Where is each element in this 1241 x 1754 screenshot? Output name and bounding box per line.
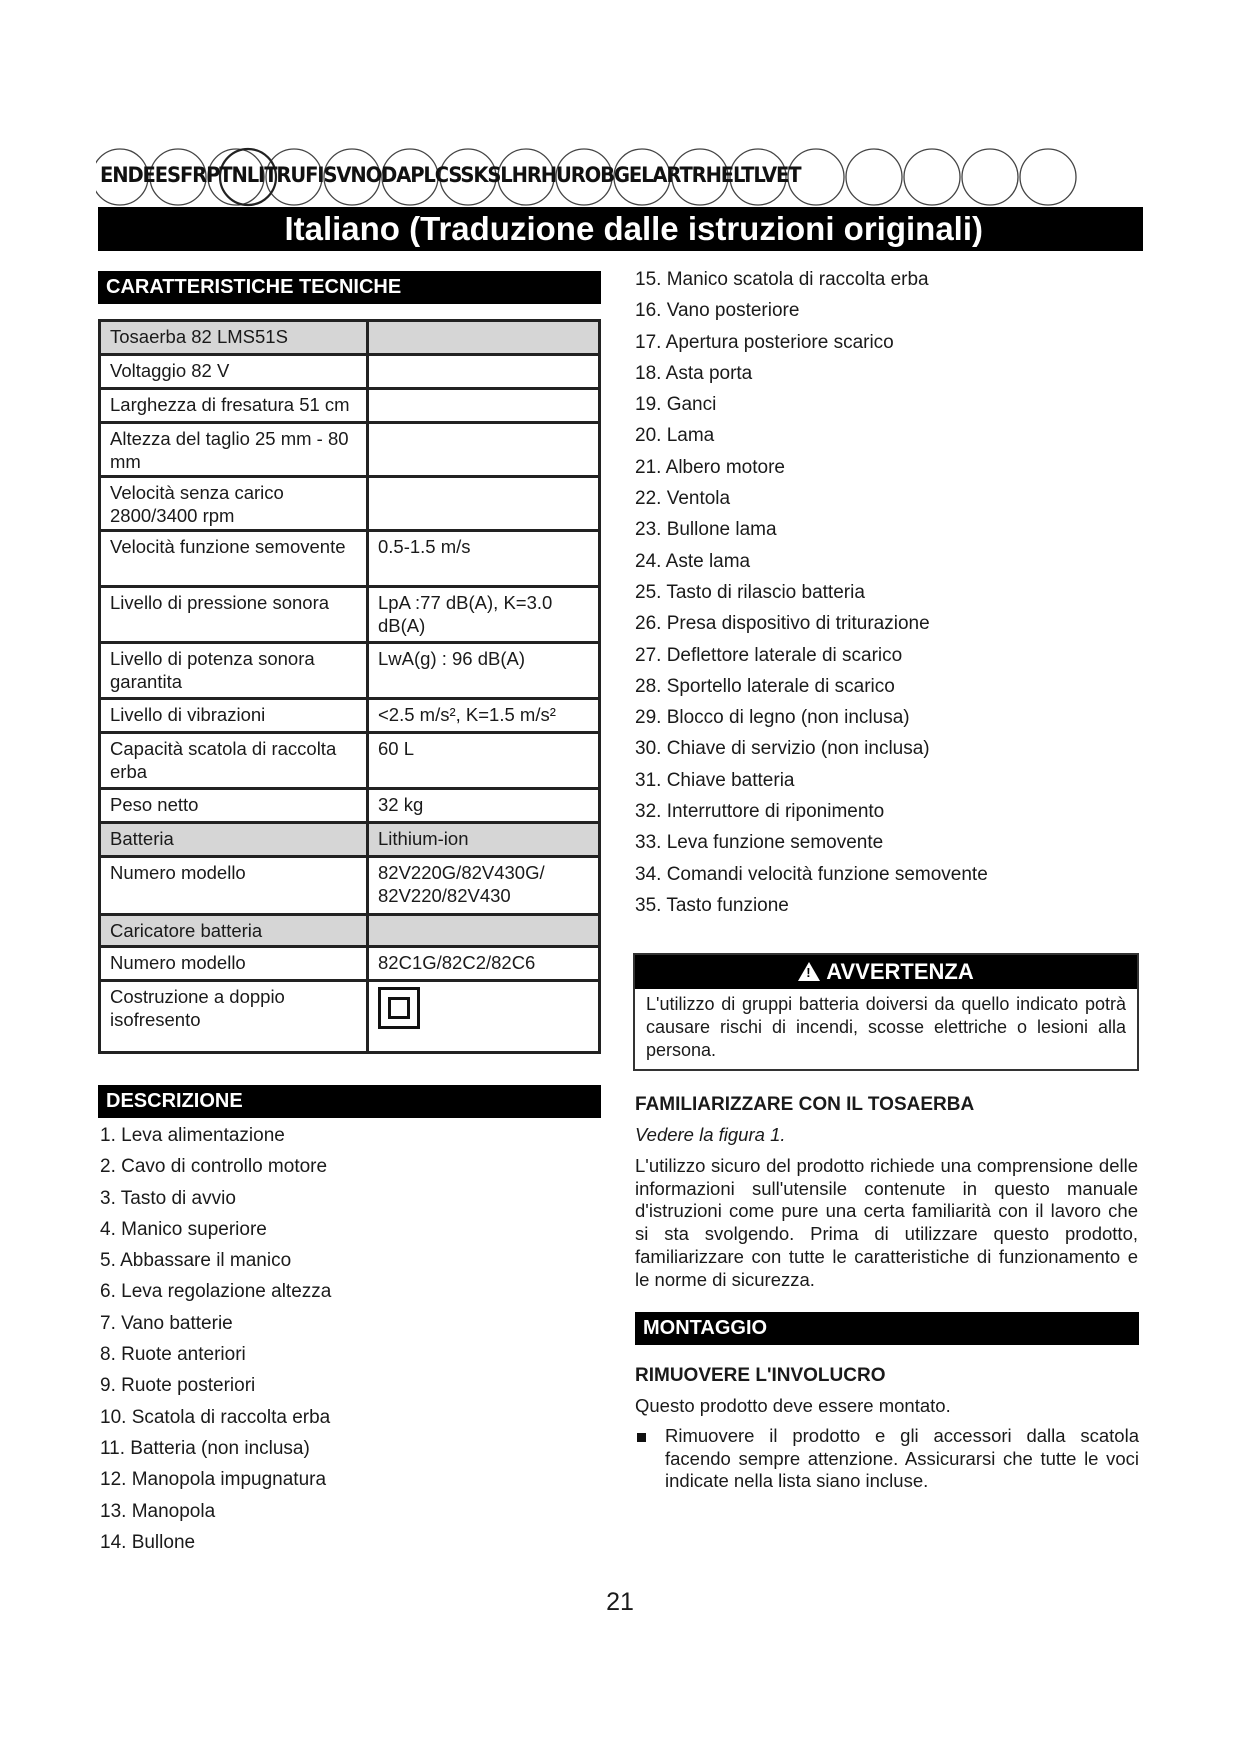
warning-text: L'utilizzo di gruppi batteria doiversi da quello indicato potrà causare rischi di incendi, scosse elettriche o lesioni alla persona. — [646, 994, 1126, 1060]
warning-title: AVVERTENZA — [826, 959, 974, 984]
spec-value: Lithium-ion — [368, 823, 600, 857]
list-item: 17. Apertura posteriore scarico — [635, 331, 894, 353]
list-item: 34. Comandi velocità funzione semovente — [635, 863, 988, 885]
spec-label: Livello di potenza sonora garantita — [100, 643, 368, 699]
list-item: 22. Ventola — [635, 488, 731, 510]
familiarize-heading: FAMILIARIZZARE CON IL TOSAERBA — [635, 1094, 975, 1115]
list-item: 20. Lama — [635, 425, 715, 447]
spec-row — [100, 477, 600, 531]
spec-row — [100, 733, 600, 789]
spec-label: Capacità scatola di raccolta erba — [100, 733, 368, 789]
spec-value: 60 L — [368, 733, 600, 789]
spec-label: Velocità funzione semovente — [100, 531, 368, 587]
spec-label: Numero modello — [100, 857, 368, 915]
specs-table — [98, 319, 601, 1054]
spec-row — [100, 699, 600, 733]
spec-value: LwA(g) : 96 dB(A) — [368, 643, 600, 699]
list-item: 1. Leva alimentazione — [100, 1125, 285, 1146]
spec-label: Tosaerba 82 LMS51S — [100, 321, 368, 355]
spec-value: 0.5-1.5 m/s — [368, 531, 600, 587]
list-item: 31. Chiave batteria — [635, 769, 795, 791]
page-number: 21 — [606, 1588, 634, 1616]
spec-row — [100, 823, 600, 857]
spec-value: 32 kg — [368, 789, 600, 823]
list-item: 3. Tasto di avvio — [100, 1187, 236, 1209]
spec-value — [368, 915, 600, 947]
list-item: 4. Manico superiore — [100, 1218, 267, 1240]
spec-value — [368, 389, 600, 423]
list-item: 16. Vano posteriore — [635, 300, 800, 322]
spec-value: 82C1G/82C2/82C6 — [368, 947, 600, 981]
double-insulation-icon — [378, 987, 420, 1029]
spec-value — [368, 355, 600, 389]
spec-label: Costruzione a doppio isofresento — [100, 981, 368, 1053]
spec-label: Batteria — [100, 823, 368, 857]
spec-row — [100, 423, 600, 477]
spec-value — [368, 423, 600, 477]
spec-label: Velocità senza carico 2800/3400 rpm — [100, 477, 368, 531]
list-item: 9. Ruote posteriori — [100, 1375, 256, 1397]
spec-value: LpA :77 dB(A), K=3.0 dB(A) — [368, 587, 600, 643]
list-item: 8. Ruote anteriori — [100, 1344, 246, 1366]
list-item: 24. Aste lama — [635, 550, 751, 572]
assembly-bullet-text: Rimuovere il prodotto e gli accessori dalla scatola facendo sempre attenzione. Assicurarsi che tutte le voci indicate nella lista siano incluse. — [665, 1425, 1139, 1492]
spec-value — [368, 477, 600, 531]
language-codes: ENDEESFRPTNLITRUFISVNODAPLCSSKSLHRHUROBGELARTRHELTLVET — [100, 163, 801, 187]
list-item: 30. Chiave di servizio (non inclusa) — [635, 738, 930, 760]
spec-row — [100, 915, 600, 947]
list-item: 6. Leva regolazione altezza — [100, 1281, 332, 1303]
list-item: 5. Abbassare il manico — [100, 1250, 292, 1272]
spec-label: Livello di pressione sonora — [100, 587, 368, 643]
spec-row — [100, 947, 600, 981]
list-item: 28. Sportello laterale di scarico — [635, 675, 895, 697]
spec-row — [100, 389, 600, 423]
spec-label: Caricatore batteria — [100, 915, 368, 947]
spec-value: 82V220G/82V430G/ 82V220/82V430 — [368, 857, 600, 915]
spec-row — [100, 321, 600, 355]
page-title: Italiano (Traduzione dalle istruzioni originali) — [98, 207, 1143, 251]
list-item: 12. Manopola impugnatura — [100, 1469, 327, 1491]
spec-value — [368, 981, 600, 1053]
spec-value: <2.5 m/s², K=1.5 m/s² — [368, 699, 600, 733]
assembly-bullet — [633, 1425, 1139, 1493]
list-item: 29. Blocco di legno (non inclusa) — [635, 707, 910, 729]
list-item: 10. Scatola di raccolta erba — [100, 1406, 331, 1428]
list-item: 13. Manopola — [100, 1500, 216, 1522]
warning-box — [633, 953, 1139, 1071]
description-header: DESCRIZIONE — [98, 1085, 601, 1118]
assembly-header: MONTAGGIO — [635, 1312, 1139, 1345]
list-item: 18. Asta porta — [635, 362, 753, 384]
list-item: 27. Deflettore laterale di scarico — [635, 644, 903, 666]
spec-label: Peso netto — [100, 789, 368, 823]
spec-row — [100, 355, 600, 389]
spec-label: Altezza del taglio 25 mm - 80 mm — [100, 423, 368, 477]
spec-row — [100, 789, 600, 823]
bullet-square-icon — [637, 1433, 646, 1442]
spec-row — [100, 587, 600, 643]
list-item: 21. Albero motore — [635, 456, 785, 478]
language-circle-icon — [846, 149, 902, 205]
list-item: 7. Vano batterie — [100, 1312, 233, 1334]
spec-row — [100, 981, 600, 1053]
description-list-left — [100, 1120, 331, 1558]
spec-label: Livello di vibrazioni — [100, 699, 368, 733]
language-circle-icon — [1020, 149, 1076, 205]
list-item: 25. Tasto di rilascio batteria — [635, 581, 865, 603]
list-item: 14. Bullone — [100, 1531, 196, 1553]
language-strip — [96, 147, 1146, 207]
warning-triangle-icon: ! — [798, 962, 820, 981]
spec-label: Numero modello — [100, 947, 368, 981]
description-list-right — [635, 264, 988, 921]
warning-header — [635, 955, 1137, 989]
remove-packaging-heading: RIMUOVERE L'INVOLUCRO — [635, 1365, 886, 1386]
list-item: 23. Bullone lama — [635, 519, 777, 541]
list-item: 32. Interruttore di riponimento — [635, 801, 885, 823]
figure-reference: Vedere la figura 1. — [635, 1124, 786, 1145]
spec-label: Larghezza di fresatura 51 cm — [100, 389, 368, 423]
list-item: 2. Cavo di controllo motore — [100, 1156, 328, 1178]
list-item: 15. Manico scatola di raccolta erba — [635, 269, 929, 290]
assembly-intro: Questo prodotto deve essere montato. — [635, 1395, 951, 1416]
list-item: 11. Batteria (non inclusa) — [100, 1437, 310, 1459]
spec-row — [100, 643, 600, 699]
language-circle-icon — [904, 149, 960, 205]
language-circle-icon — [962, 149, 1018, 205]
familiarize-body: L'utilizzo sicuro del prodotto richiede una comprensione delle informazioni sull'utensile contenute in questo manuale d'istruzioni come pure una certa familiarità con il lavoro che si sta svolgendo. Prima di utilizzare questo prodotto, familiarizzare con tutte le caratteristiche di funzionamento e le norme di sicurezza. — [635, 1155, 1138, 1290]
spec-label: Voltaggio 82 V — [100, 355, 368, 389]
spec-value — [368, 321, 600, 355]
list-item: 26. Presa dispositivo di triturazione — [635, 613, 930, 635]
specs-header: CARATTERISTICHE TECNICHE — [98, 271, 601, 304]
list-item: 33. Leva funzione semovente — [635, 832, 884, 854]
list-item: 19. Ganci — [635, 394, 717, 416]
spec-row — [100, 857, 600, 915]
list-item: 35. Tasto funzione — [635, 894, 789, 916]
spec-row — [100, 531, 600, 587]
